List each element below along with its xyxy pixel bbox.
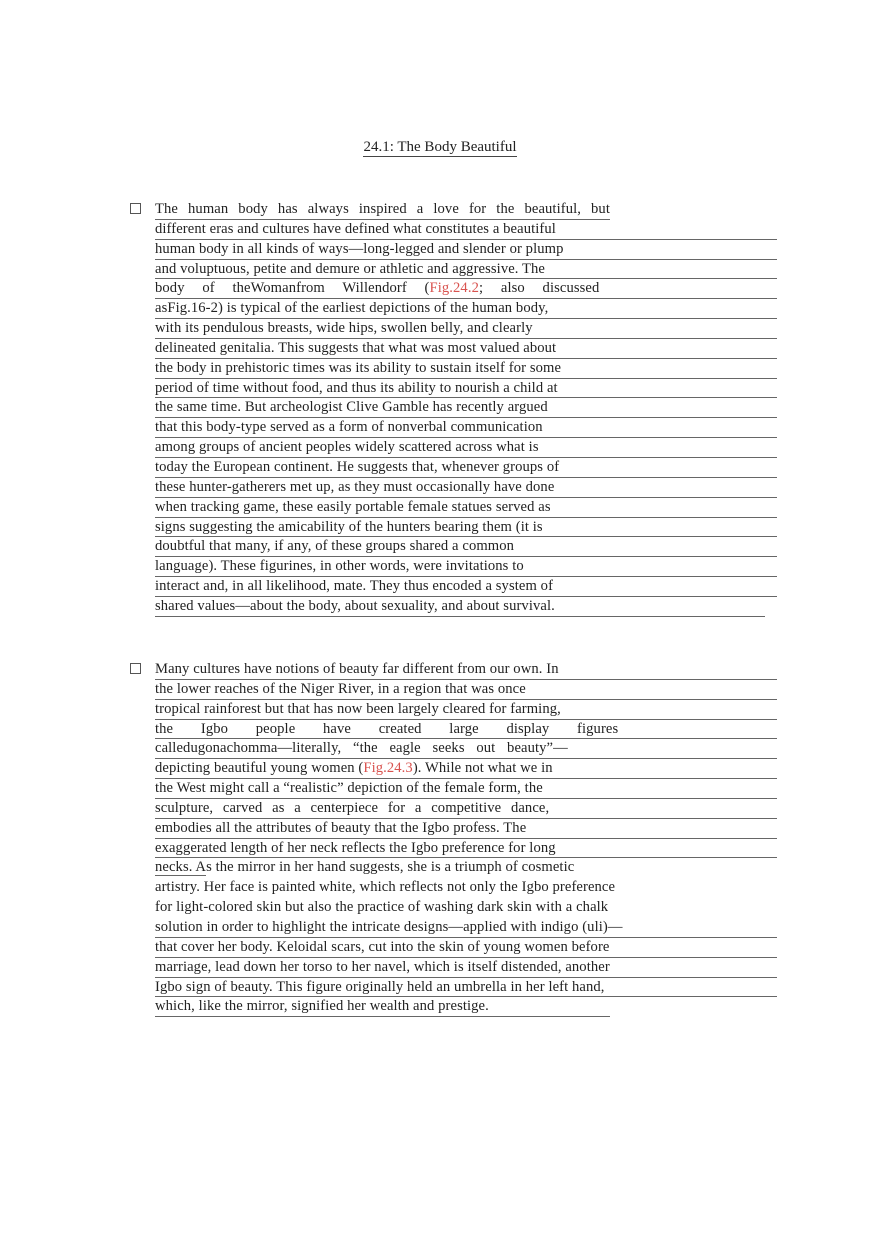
text-line: language). These figurines, in other words, were invitations to [155,557,777,577]
text-line: different eras and cultures have defined what constitutes a beautiful [155,220,777,240]
text-line: solution in order to highlight the intricate designs—applied with indigo (uli)— [155,918,777,938]
text-line: that this body-type served as a form of nonverbal communication [155,418,777,438]
text-line: embodies all the attributes of beauty that the Igbo profess. The [155,819,777,839]
page-title: 24.1: The Body Beautiful [363,139,517,155]
text-line: signs suggesting the amicability of the hunters bearing them (it is [155,518,777,538]
text-line: exaggerated length of her neck reflects the Igbo preference for long [155,839,777,859]
text-line: the Igbo people have created large display figures [155,720,777,740]
text-line: period of time without food, and thus its ability to nourish a child at [155,379,777,399]
text-line: marriage, lead down her torso to her navel, which is itself distended, another [155,958,777,978]
text-line: interact and, in all likelihood, mate. They thus encoded a system of [155,577,777,597]
text-line: Igbo sign of beauty. This figure originally held an umbrella in her left hand, [155,978,777,998]
text-line: necks. As the mirror in her hand suggests, she is a triumph of cosmetic [155,859,575,876]
text-line: Many cultures have notions of beauty far different from our own. In [155,660,777,680]
text-line: calledugonachomma—literally, “the eagle seeks out beauty”— [155,739,777,759]
text-line: among groups of ancient peoples widely scattered across what is [155,438,777,458]
text-line: the West might call a “realistic” depiction of the female form, the [155,779,777,799]
text-line: the body in prehistoric times was its ability to sustain itself for some [155,359,777,379]
text-line: the same time. But archeologist Clive Gamble has recently argued [155,398,777,418]
figure-link[interactable]: Fig.24.3 [363,760,413,777]
text-line: delineated genitalia. This suggests that what was most valued about [155,339,777,359]
text-line: these hunter-gatherers met up, as they must occasionally have done [155,478,777,498]
text-line: when tracking game, these easily portable female statues served as [155,498,777,518]
text-line: that cover her body. Keloidal scars, cut into the skin of young women before [155,938,777,958]
text-line: The human body has always inspired a love for the beautiful, but [155,200,610,220]
text-line: tropical rainforest but that has now been largely cleared for farming, [155,700,777,720]
text-line: sculpture, carved as a centerpiece for a competitive dance, [155,799,777,819]
text-line: depicting beautiful young women (Fig.24.3). While not what we in [155,759,777,779]
text-line: with its pendulous breasts, wide hips, swollen belly, and clearly [155,319,777,339]
text-line: human body in all kinds of ways—long-legged and slender or plump [155,240,777,260]
text-line: body of theWomanfrom Willendorf (Fig.24.2; also discussed [155,279,777,299]
text-line: shared values—about the body, about sexuality, and about survival. [155,597,765,617]
bullet-icon [130,203,141,214]
paragraph-1 [155,200,777,617]
figure-link[interactable]: Fig.24.2 [429,280,479,297]
text-line: the lower reaches of the Niger River, in a region that was once [155,680,777,700]
text-line: doubtful that many, if any, of these groups shared a common [155,537,777,557]
text-line: asFig.16-2) is typical of the earliest depictions of the human body, [155,299,777,319]
bullet-icon [130,663,141,674]
paragraph-2 [155,660,777,1017]
text-line: artistry. Her face is painted white, which reflects not only the Igbo preference [155,879,616,896]
text-line: which, like the mirror, signified her wealth and prestige. [155,997,610,1017]
text-line: today the European continent. He suggests that, whenever groups of [155,458,777,478]
text-line: for light-colored skin but also the practice of washing dark skin with a chalk [155,899,609,916]
text-line: and voluptuous, petite and demure or athletic and aggressive. The [155,260,777,280]
